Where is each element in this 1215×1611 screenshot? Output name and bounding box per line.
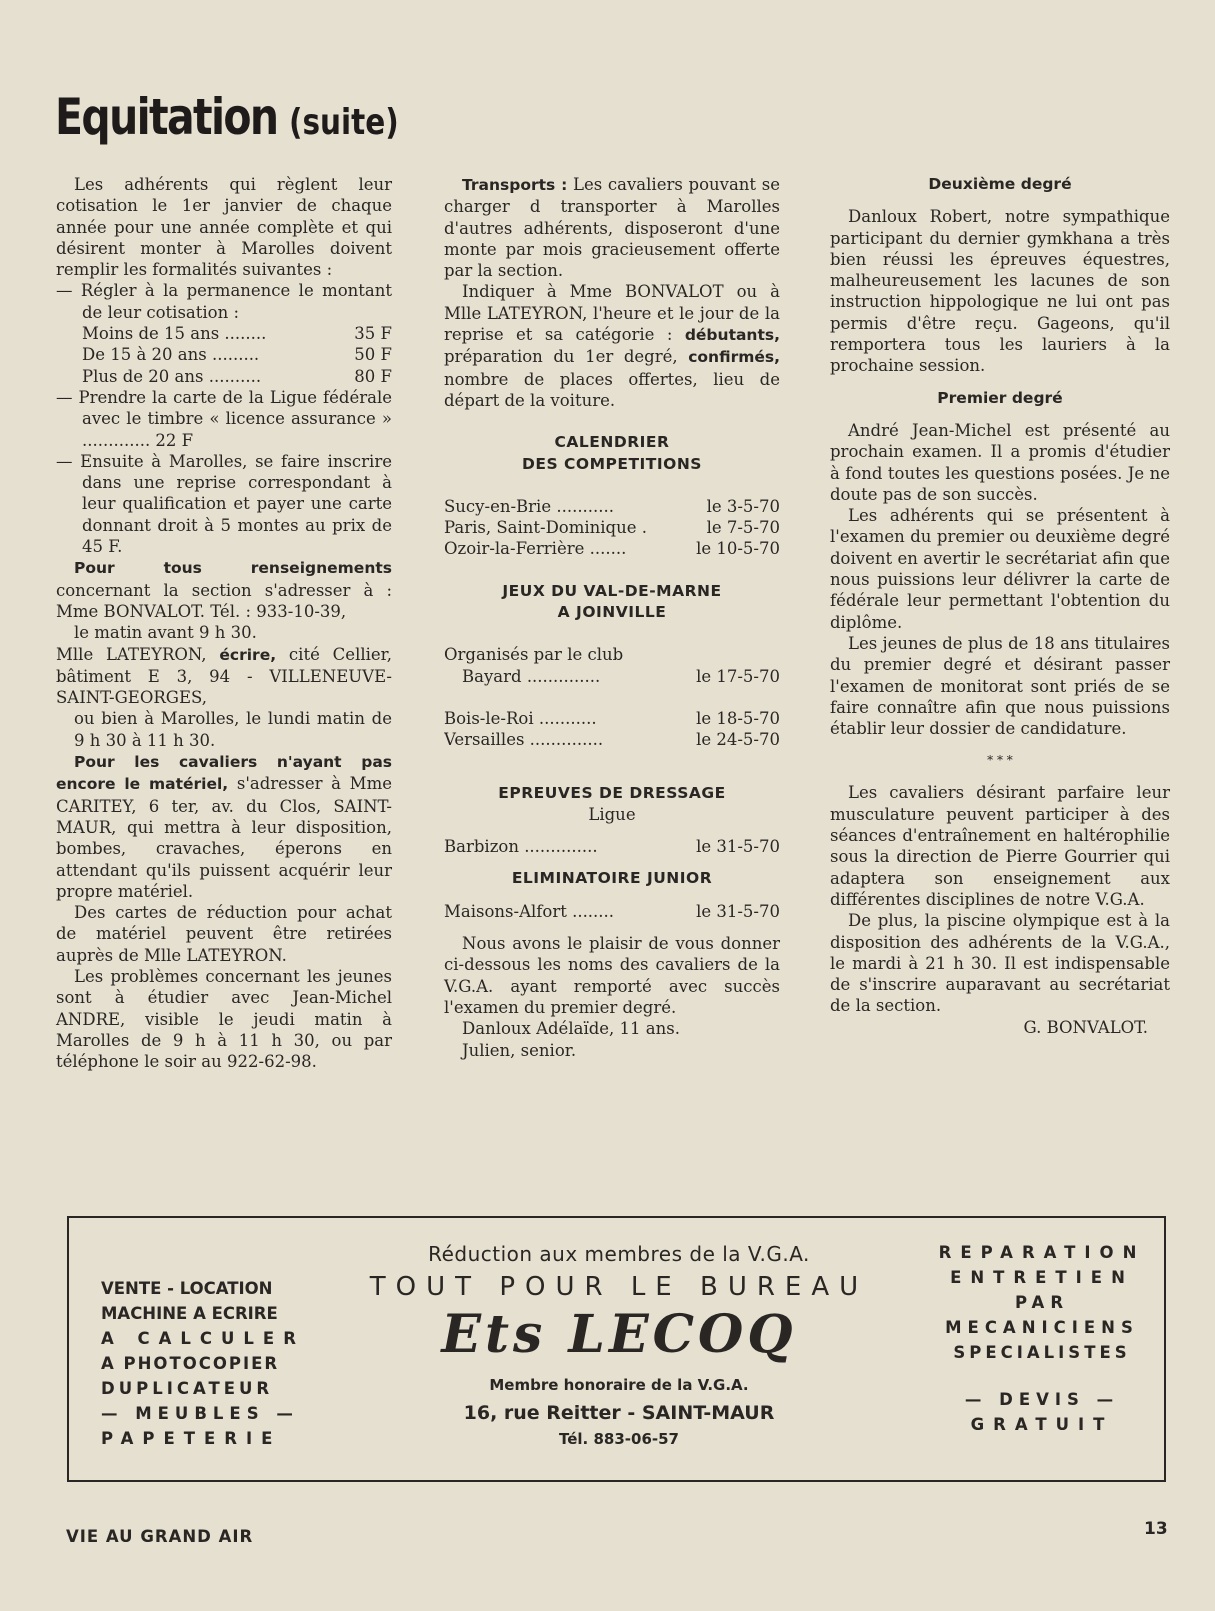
bold-text: confirmés, xyxy=(688,348,780,367)
col1-cartes: Des cartes de réduction pour achat de matériel peuvent être retirées auprès de Mlle LATEYRON. xyxy=(56,903,392,965)
spacer xyxy=(444,475,780,496)
spacer xyxy=(830,377,1170,388)
price-row xyxy=(56,366,392,387)
price-value: 50 F xyxy=(354,345,392,365)
bold-text: Pour les cavaliers n'ayant pas encore le matériel, xyxy=(56,753,392,794)
event-date: le 24-5-70 xyxy=(696,730,780,750)
spacer xyxy=(830,739,1170,750)
text: préparation du 1er degré, xyxy=(444,347,689,367)
text: s'adresser à Mme CARITEY, 6 ter, av. du Clos, SAINT-MAUR, qui mettra à leur disposition, bombes, cravaches, éperons en attendant qu'ils puissent acquérir leur propre matériel. xyxy=(56,774,392,901)
spacer xyxy=(444,687,780,708)
ad-right-line: ENTRETIEN xyxy=(950,1268,1134,1287)
ad-right-line: MECANICIENS xyxy=(945,1318,1139,1337)
event-date: le 3-5-70 xyxy=(706,496,780,516)
spacer xyxy=(444,772,780,783)
event-place: Sucy-en-Brie ........... xyxy=(444,496,615,516)
col1-intro: Les adhérents qui règlent leur cotisation le 1er janvier de chaque année pour une année complète et qui désirent monter à Marolles doivent remplir les formalités suivantes : xyxy=(56,175,392,280)
bold-text: Transports : xyxy=(462,176,568,194)
page-number: 13 xyxy=(1144,1519,1168,1539)
ad-left-line: MACHINE A ECRIRE xyxy=(101,1304,278,1323)
price-row xyxy=(56,323,392,344)
ad-right-line: GRATUIT xyxy=(970,1415,1114,1434)
ad-left-line: A CALCULER xyxy=(101,1329,305,1348)
text: Les cavaliers pouvant se charger d transporter à Marolles d'autres adhérents, disposeront d'une monte par mois gracieusement offerte par la section. xyxy=(444,175,780,281)
col1-item-1: — Régler à la permanence le montant de leur cotisation : xyxy=(56,281,392,322)
spacer xyxy=(444,857,780,868)
spacer xyxy=(444,751,780,772)
price-row xyxy=(56,344,392,365)
bold-text: écrire, xyxy=(219,645,277,664)
event-date: le 10-5-70 xyxy=(696,539,780,559)
text: cité Cellier, bâtiment E 3, 94 - VILLENEUVE-SAINT-GEORGES, xyxy=(56,644,392,708)
column-2 xyxy=(444,174,780,1061)
col1-materiel xyxy=(56,751,392,902)
spacer xyxy=(444,922,780,933)
advertisement xyxy=(67,1216,1166,1482)
ad-right-line: — DEVIS — xyxy=(964,1390,1120,1409)
calendar-row xyxy=(444,496,780,517)
jeux-row xyxy=(444,729,780,750)
price-value: 35 F xyxy=(354,324,392,344)
spacer xyxy=(444,825,780,836)
price-list xyxy=(56,323,392,387)
spacer xyxy=(444,890,780,901)
eliminatoire-row xyxy=(444,901,780,922)
signature: G. BONVALOT. xyxy=(1023,1017,1148,1037)
ad-left-line: PAPETERIE xyxy=(101,1429,282,1448)
event-place: Maisons-Alfort ........ xyxy=(444,901,615,921)
column-1 xyxy=(56,174,392,1072)
col3-halterophilie: Les cavaliers désirant parfaire leur musculature peuvent participer à des séances d'entraînement en haltérophilie sous la direction de Pierre Gourrier qui adaptera son enseignement aux différentes disciplines de notre V.G.A. xyxy=(830,783,1170,909)
ad-left-line: — MEUBLES — xyxy=(101,1404,299,1423)
event-date: le 17-5-70 xyxy=(696,666,780,686)
col1-lateyron xyxy=(56,644,392,709)
ad-right-line: REPARATION xyxy=(938,1243,1146,1262)
col3-piscine: De plus, la piscine olympique est à la disposition des adhérents de la V.G.A., le mardi à 21 h 30. Il est indispensable de s'inscrire auparavant au secrétariat de la section. xyxy=(830,911,1170,1016)
col1-item-2: — Prendre la carte de la Ligue fédérale avec le timbre « licence assurance » ............. 22 F xyxy=(56,387,392,450)
ad-right-list xyxy=(937,1240,1147,1437)
price-label: De 15 à 20 ans ......... xyxy=(82,345,260,365)
ad-right-line: SPECIALISTES xyxy=(953,1343,1131,1362)
premier-degre-heading: Premier degré xyxy=(937,388,1063,407)
event-place: Versailles .............. xyxy=(444,730,604,750)
event-place: Ozoir-la-Ferrière ....... xyxy=(444,539,627,559)
title-suite: (suite) xyxy=(288,102,399,143)
spacer xyxy=(830,771,1170,782)
spacer xyxy=(830,409,1170,420)
ad-company: Ets LECOQ xyxy=(441,1304,797,1365)
bold-text: Pour tous renseignements xyxy=(74,559,392,578)
text: Indiquer à Mme BONVALOT ou à Mlle LATEYRON, l'heure et le jour de la reprise et sa catégorie : xyxy=(444,282,780,345)
ad-left-list xyxy=(101,1276,305,1451)
col3-examen: Les adhérents qui se présentent à l'examen du premier ou deuxième degré doivent en avertir le secrétariat afin que nous puissions leur délivrer la carte de fédérale leur permettant l'obtention du diplôme. xyxy=(830,506,1170,632)
deuxieme-degre-heading: Deuxième degré xyxy=(928,175,1072,193)
ad-address: 16, rue Reitter - SAINT-MAUR xyxy=(463,1402,775,1424)
calendar-row xyxy=(444,517,780,538)
ad-right-line: PAR xyxy=(1014,1293,1070,1312)
ad-membre: Membre honoraire de la V.G.A. xyxy=(489,1376,749,1394)
text: Mlle LATEYRON, xyxy=(56,644,220,664)
calendar-heading-1: CALENDRIER xyxy=(554,433,670,452)
jeux-row xyxy=(444,708,780,729)
col3-deuxieme: Danloux Robert, notre sympathique participant du dernier gymkhana a très bien réussi les épreuves équestres, malheureusement les lacunes de son instruction hippologique ne lui ont pas permis d'être reçu. Gageons, qu'il remportera tous les lauriers à la prochaine session. xyxy=(830,207,1170,376)
event-date: le 18-5-70 xyxy=(696,708,780,728)
jeux-organiser: Organisés par le club xyxy=(444,645,624,665)
column-3 xyxy=(830,174,1170,1038)
ad-reduction: Réduction aux membres de la V.G.A. xyxy=(428,1242,810,1266)
col2-indiquer xyxy=(444,281,780,411)
event-date: le 7-5-70 xyxy=(706,518,780,538)
ad-left-line: A PHOTOCOPIER xyxy=(101,1354,280,1373)
event-place: Paris, Saint-Dominique . xyxy=(444,518,648,538)
event-date: le 31-5-70 xyxy=(696,901,780,921)
bold-text: débutants, xyxy=(684,326,780,345)
event-date: le 31-5-70 xyxy=(696,837,780,857)
event-place: Bayard .............. xyxy=(462,666,601,686)
text: nombre de places offertes, lieu de départ de la voiture. xyxy=(444,369,780,410)
spacer xyxy=(830,195,1170,206)
col2-laureate: Julien, senior. xyxy=(462,1040,577,1060)
col3-monitorat: Les jeunes de plus de 18 ans titulaires du premier degré et désirant passer l'examen de monitorat sont priés de se faire connaître afin que nous puissions établir leur dossier de candidature. xyxy=(830,633,1170,739)
col1-problemes: Les problèmes concernant les jeunes sont à étudier avec Jean-Michel ANDRE, visible le jeudi matin à Marolles de 9 h à 11 h 30, ou par téléphone le soir au 922-62-98. xyxy=(56,966,392,1072)
jeux-heading-1: JEUX DU VAL-DE-MARNE xyxy=(502,581,722,600)
jeux-heading-2: A JOINVILLE xyxy=(557,603,667,622)
spacer xyxy=(937,1365,1147,1387)
asterism: * * * xyxy=(987,753,1013,768)
magazine-name: VIE AU GRAND AIR xyxy=(66,1527,254,1546)
eliminatoire-heading: ELIMINATOIRE JUNIOR xyxy=(511,869,713,888)
spacer xyxy=(444,560,780,581)
dressage-subheading: Ligue xyxy=(588,804,636,824)
calendar-row xyxy=(444,538,780,559)
ad-slogan: TOUT POUR LE BUREAU xyxy=(369,1272,869,1302)
page-title xyxy=(55,88,399,146)
col3-premier: André Jean-Michel est présenté au prochain examen. Il a promis d'étudier à fond toutes les questions posées. Je ne doute pas de son succès. xyxy=(830,420,1170,504)
dressage-heading: EPREUVES DE DRESSAGE xyxy=(498,783,726,802)
text: concernant la section s'adresser à : Mme BONVALOT. Tél. : 933-10-39, xyxy=(56,580,392,621)
col2-laureates-intro: Nous avons le plaisir de vous donner ci-dessous les noms des cavaliers de la V.G.A. ayant remporté avec succès l'examen du premier degré. xyxy=(444,934,780,1017)
ad-center xyxy=(364,1242,874,1448)
title-text: Equitation xyxy=(55,88,278,146)
dressage-row xyxy=(444,836,780,857)
event-place: Barbizon .............. xyxy=(444,837,598,857)
jeux-row xyxy=(444,666,780,687)
col1-lateyron-hours: ou bien à Marolles, le lundi matin de 9 h 30 à 11 h 30. xyxy=(74,709,392,750)
ad-left-line: DUPLICATEUR xyxy=(101,1379,274,1398)
price-label: Plus de 20 ans .......... xyxy=(82,366,262,386)
spacer xyxy=(444,411,780,432)
col1-info-time: le matin avant 9 h 30. xyxy=(74,623,257,643)
col1-info xyxy=(56,557,392,622)
price-label: Moins de 15 ans ........ xyxy=(82,324,267,344)
price-value: 80 F xyxy=(354,366,392,386)
col2-laureate: Danloux Adélaïde, 11 ans. xyxy=(462,1019,680,1039)
ad-left-line: VENTE - LOCATION xyxy=(101,1279,273,1298)
ad-phone: Tél. 883-06-57 xyxy=(559,1430,679,1448)
col1-item-3: — Ensuite à Marolles, se faire inscrire dans une reprise correspondant à leur qualification et payer une carte donnant droit à 5 montes au prix de 45 F. xyxy=(56,451,392,557)
col2-transports xyxy=(444,174,780,281)
event-place: Bois-le-Roi ........... xyxy=(444,708,597,728)
spacer xyxy=(444,623,780,644)
calendar-heading-2: DES COMPETITIONS xyxy=(522,454,702,473)
